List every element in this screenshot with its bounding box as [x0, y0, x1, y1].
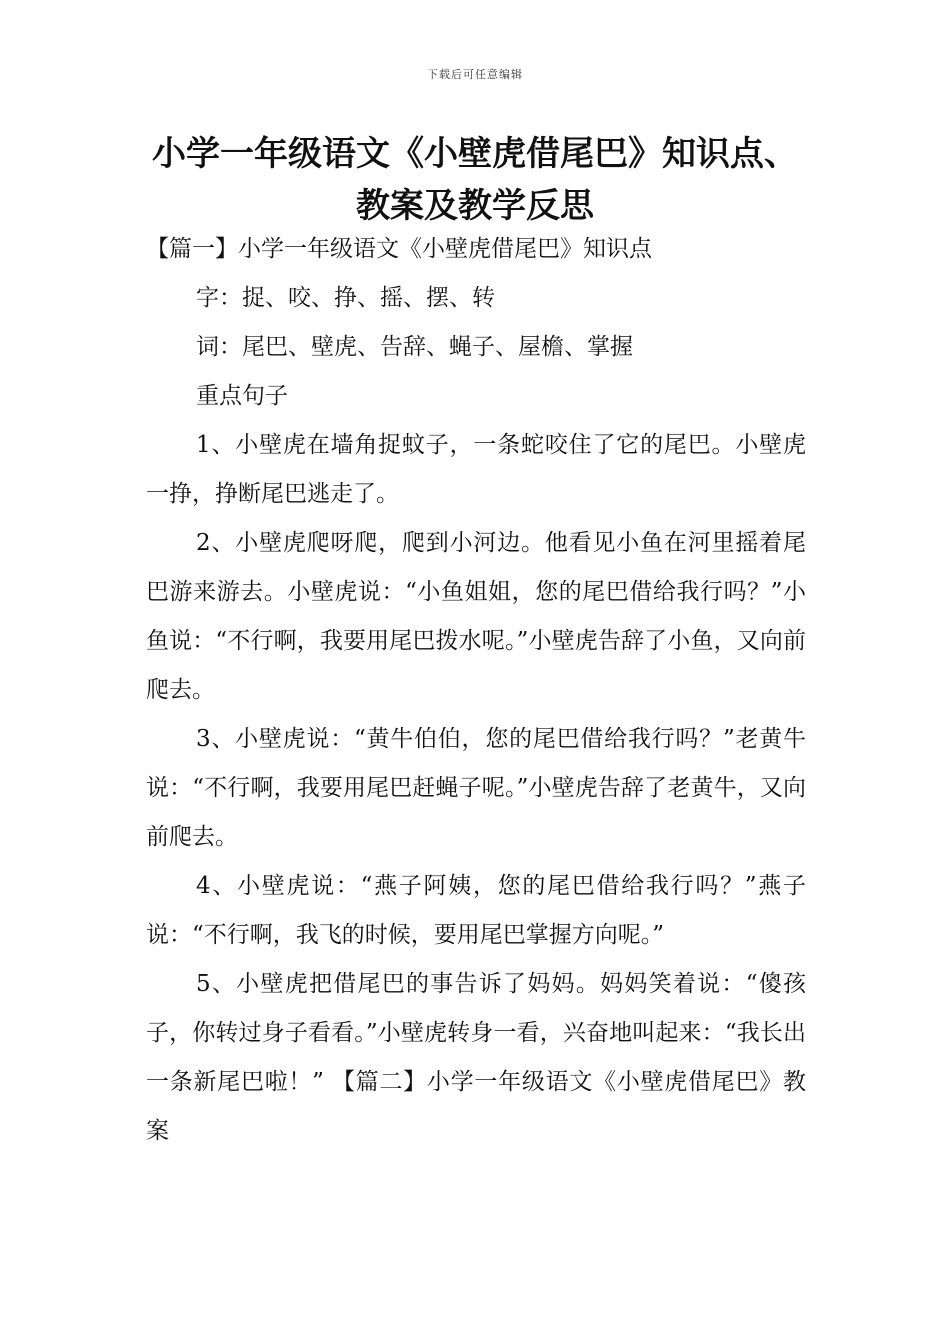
words-line: 词：尾巴、壁虎、告辞、蝇子、屋檐、掌握 — [196, 334, 633, 360]
paragraph-1: 1、小壁虎在墙角捉蚊子，一条蛇咬住了它的尾巴。小壁虎一挣，挣断尾巴逃走了。 — [146, 432, 806, 507]
header-note: 下载后可任意编辑 — [427, 68, 523, 81]
chars-line: 字：捉、咬、挣、摇、摆、转 — [196, 285, 495, 311]
paragraph-3: 3、小壁虎说：“黄牛伯伯，您的尾巴借给我行吗？”老黄牛说：“不行啊，我要用尾巴赶蝇子呢。”小壁虎告辞了老黄牛，又向前爬去。 — [146, 726, 806, 850]
key-sentences-heading: 重点句子 — [196, 383, 288, 409]
section-heading: 【篇一】小学一年级语文《小壁虎借尾巴》知识点 — [146, 236, 652, 262]
title-line-1: 小学一年级语文《小壁虎借尾巴》知识点、 — [152, 134, 798, 174]
paragraph-4: 4、小壁虎说：“燕子阿姨，您的尾巴借给我行吗？”燕子说：“不行啊，我飞的时候，要用尾巴掌握方向呢。” — [146, 873, 806, 948]
paragraph-2: 2、小壁虎爬呀爬，爬到小河边。他看见小鱼在河里摇着尾巴游来游去。小壁虎说：“小鱼姐姐，您的尾巴借给我行吗？”小鱼说：“不行啊，我要用尾巴拨水呢。”小壁虎告辞了小鱼，又向前爬去。 — [146, 530, 806, 703]
title-line-2: 教案及教学反思 — [356, 186, 594, 226]
paragraph-5: 5、小壁虎把借尾巴的事告诉了妈妈。妈妈笑着说：“傻孩子，你转过身子看看。”小壁虎转身一看，兴奋地叫起来：“我长出一条新尾巴啦！” 【篇二】小学一年级语文《小壁虎借尾巴》教案 — [146, 971, 806, 1144]
document-body — [146, 225, 806, 1156]
page-title — [120, 128, 830, 232]
